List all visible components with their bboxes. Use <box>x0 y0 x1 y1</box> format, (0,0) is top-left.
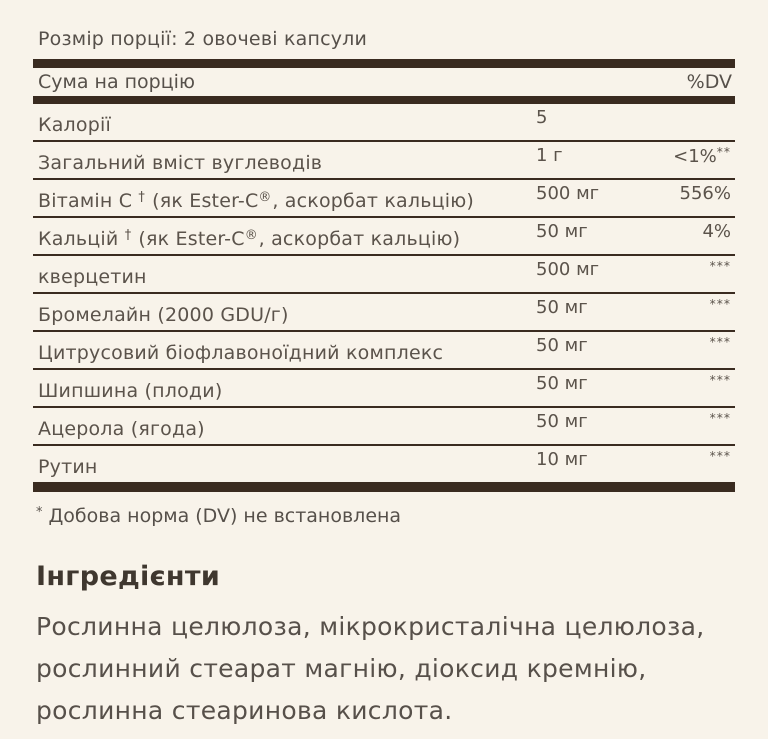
facts-rows <box>33 104 735 482</box>
supplement-facts-table <box>33 28 735 527</box>
nutrient-amount: 500 мг <box>536 183 600 204</box>
nutrient-name: Загальний вміст вуглеводів <box>38 152 323 174</box>
ingredients-section <box>33 561 735 732</box>
nutrient-name: Ацерола (ягода) <box>38 418 205 440</box>
nutrient-amount: 500 мг <box>536 259 600 280</box>
nutrient-amount: 50 мг <box>536 411 588 432</box>
table-row <box>33 104 735 142</box>
nutrient-dv <box>636 104 735 140</box>
nutrient-dv: <1%** <box>673 145 731 167</box>
nutrient-amount: 50 мг <box>536 335 588 356</box>
nutrient-amount: 5 <box>536 107 548 128</box>
dv-footnote <box>33 505 735 527</box>
table-row <box>33 256 735 294</box>
nutrient-amount: 50 мг <box>536 373 588 394</box>
nutrient-name: кверцетин <box>38 266 147 288</box>
table-row <box>33 370 735 408</box>
divider-bar-bottom <box>33 482 735 492</box>
table-row <box>33 332 735 370</box>
nutrient-dv: *** <box>709 259 731 273</box>
nutrient-name: Вітамін C † (як Ester-C®, аскорбат кальцію) <box>38 190 475 212</box>
divider-bar-top <box>33 59 735 68</box>
serving-size-text: Розмір порції: 2 овочеві капсули <box>38 28 368 50</box>
footnote-text: Добова норма (DV) не встановлена <box>48 505 402 527</box>
table-row <box>33 180 735 218</box>
nutrient-name: Шипшина (плоди) <box>38 380 223 402</box>
table-row <box>33 218 735 256</box>
nutrient-dv: 556% <box>679 183 731 204</box>
nutrient-amount: 1 г <box>536 145 563 166</box>
nutrient-dv: *** <box>709 449 731 463</box>
table-row <box>33 294 735 332</box>
ingredients-line: Рослинна целюлоза, мікрокристалічна целюлоза, <box>36 612 705 641</box>
nutrient-name: Бромелайн (2000 GDU/г) <box>38 304 289 326</box>
ingredients-title: Інгредієнти <box>36 561 221 592</box>
ingredients-line: рослинний стеарат магнію, діоксид кремнію, <box>36 654 647 683</box>
table-row <box>33 142 735 180</box>
nutrient-dv: *** <box>709 373 731 387</box>
footnote-mark: * <box>36 505 44 520</box>
table-row <box>33 446 735 482</box>
nutrient-name: Рутин <box>38 456 98 478</box>
nutrient-amount: 50 мг <box>536 297 588 318</box>
table-row <box>33 408 735 446</box>
nutrient-dv: 4% <box>702 221 731 242</box>
nutrient-dv: *** <box>709 335 731 349</box>
divider-bar-header <box>33 96 735 104</box>
nutrient-name: Цитрусовий біофлавоноїдний комплекс <box>38 342 444 364</box>
nutrient-dv: *** <box>709 297 731 311</box>
dv-column-header: %DV <box>686 71 732 93</box>
nutrient-dv: *** <box>709 411 731 425</box>
amount-column-header: Сума на порцію <box>38 71 195 93</box>
nutrient-amount: 50 мг <box>536 221 588 242</box>
nutrient-name: Кальцій † (як Ester-C®, аскорбат кальцію) <box>38 228 461 250</box>
nutrient-name: Калорії <box>38 114 111 136</box>
table-header-row <box>33 68 735 96</box>
nutrient-amount: 10 мг <box>536 449 588 470</box>
ingredients-line: рослинна стеаринова кислота. <box>36 696 453 725</box>
